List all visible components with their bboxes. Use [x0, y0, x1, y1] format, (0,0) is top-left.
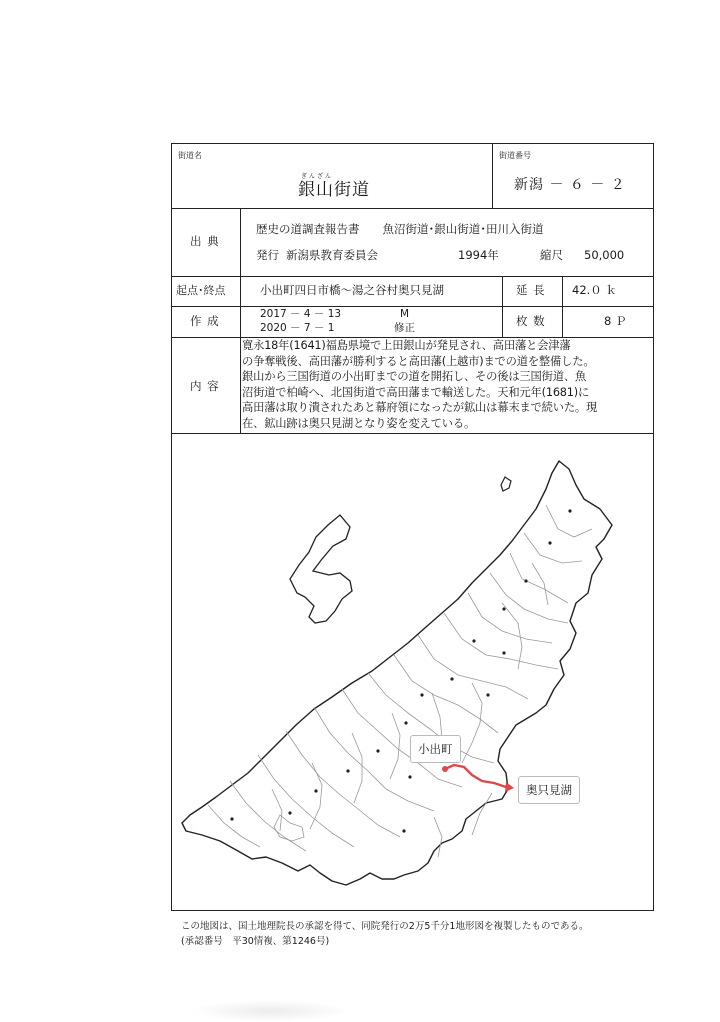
creation-mark-1: M	[400, 308, 410, 320]
rule-header	[172, 208, 653, 209]
creation-date-1: 2017 － 4 － 13	[260, 308, 342, 320]
sado-island	[290, 515, 352, 623]
scan-smudge	[190, 1000, 350, 1022]
pages-value: 8 Ｐ	[604, 314, 627, 328]
content-line: の争奪戦後、高田藩が勝利すると高田藩(上越市)までの道を整備した。	[242, 354, 595, 368]
road-number: 新潟 － ６ － ２	[514, 177, 626, 193]
source-label: 出 典	[190, 234, 220, 248]
map-label-start: 小出町	[410, 735, 461, 763]
rule-v-header	[492, 144, 493, 208]
length-value: 42.０ ｋ	[572, 283, 617, 297]
footer-note: この地図は、国土地理院長の承認を得て、同院発行の2万5千分1地形図を複製したものである。	[181, 921, 589, 932]
road-number-label: 街道番号	[499, 151, 531, 160]
content-line: 在、鉱山跡は奥只見湖となり姿を変えている。	[242, 416, 476, 430]
route-value: 小出町四日市橋～湯之谷村奥只見湖	[260, 283, 444, 297]
content-line: 寛永18年(1641)福島県境で上田銀山が発見され、高田藩と会津藩	[242, 339, 571, 352]
creation-date-2: 2020 － 7 － 1	[260, 322, 335, 334]
route-arrowhead	[505, 782, 514, 792]
source-publisher: 新潟県教育委員会	[286, 248, 378, 262]
length-label: 延 長	[516, 283, 546, 297]
source-scale: 50,000	[584, 248, 625, 262]
rule-v-right-values	[562, 276, 563, 337]
content-line: 沼街道で柏崎へ、北国街道で高田藩まで輸送した。天和元年(1681)に	[242, 385, 590, 399]
road-name: 銀山街道	[298, 180, 370, 200]
awashima-island	[501, 477, 511, 491]
content-label: 内 容	[190, 379, 220, 393]
pages-label: 枚 数	[516, 314, 546, 328]
content-line: 高田藩は取り潰されたあと幕府領になったが鉱山は幕末まで続いた。現	[242, 401, 598, 414]
niigata-map-svg	[172, 433, 652, 911]
content-text	[242, 338, 653, 431]
content-line: 銀山から三国街道の小出町までの道を開拓し、その後は三国街道、魚	[242, 370, 587, 383]
source-scale-label: 縮尺	[540, 248, 563, 262]
route-label: 起点･終点	[176, 284, 226, 297]
footer-approval: (承認番号 平30情複、第1246号)	[181, 936, 330, 947]
source-year: 1994年	[458, 248, 499, 262]
road-name-label: 街道名	[178, 151, 202, 160]
creation-label: 作 成	[190, 314, 220, 328]
rule-source	[172, 276, 653, 277]
mainland-outline	[182, 461, 612, 885]
creation-mark-2: 修正	[394, 322, 415, 334]
source-publisher-prefix: 発行	[256, 248, 279, 262]
rule-route	[172, 306, 653, 307]
route-map	[172, 433, 652, 911]
rule-v-labels	[240, 208, 241, 433]
route-start-dot	[442, 766, 448, 772]
rule-v-right	[502, 276, 503, 337]
source-title: 歴史の道調査報告書 魚沼街道･銀山街道･田川入街道	[256, 222, 544, 236]
road-name-ruby: ぎんざん	[301, 173, 334, 180]
map-label-end: 奥只見湖	[518, 776, 580, 804]
